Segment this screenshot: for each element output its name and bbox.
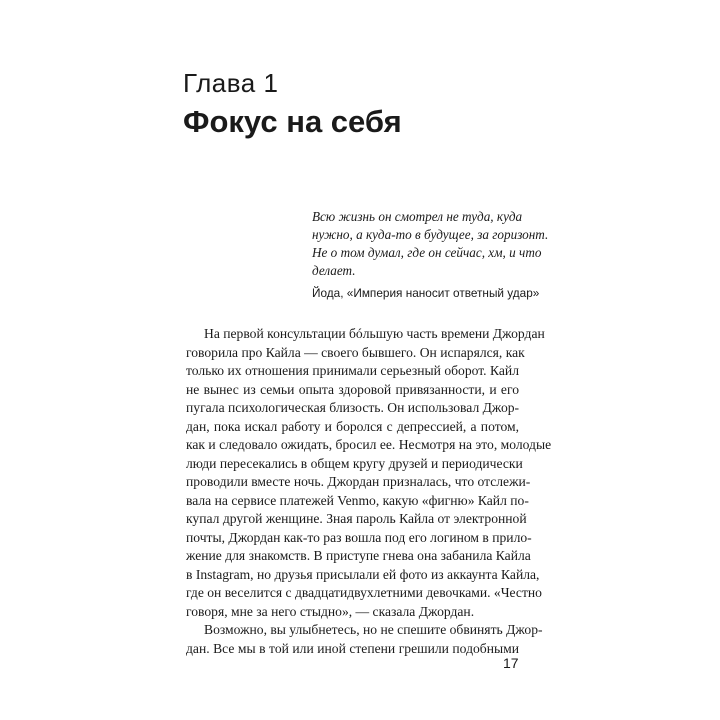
body-line: Возможно, вы улыбнетесь, но не спешите обвинять Джор- xyxy=(204,622,543,637)
epigraph-line: Не о том думал, где он сейчас, хм, и что xyxy=(312,245,542,260)
body-line: проводили вместе ночь. Джордан призналась, что отслежи- xyxy=(186,474,531,489)
epigraph xyxy=(312,208,549,300)
body-line: дан. Все мы в той или иной степени грешили подобными xyxy=(186,640,519,656)
body-line: где он веселится с двадцатидвухлетними девочками. «Честно xyxy=(186,585,542,600)
body-line: говорила про Кайла — своего бывшего. Он испарялся, как xyxy=(186,344,525,360)
chapter-title: Фокус на себя xyxy=(183,104,402,139)
epigraph-line: Всю жизнь он смотрел не туда, куда xyxy=(312,209,523,224)
body-line: в Instagram, но друзья присылали ей фото из аккаунта Кайла, xyxy=(186,566,540,582)
body-line: не вынес из семьи опыта здоровой привязанности, и его xyxy=(186,381,519,397)
body-line: На первой консультации бóльшую часть времени Джордан xyxy=(204,326,545,341)
page-number: 17 xyxy=(503,655,519,671)
body-line: только их отношения принимали серьезный оборот. Кайл xyxy=(186,363,519,378)
epigraph-source: Йода, «Империя наносит ответный удар» xyxy=(312,286,540,300)
epigraph-line: делает. xyxy=(312,263,356,278)
body-line: вала на сервисе платежей Venmo, какую «фигню» Кайл по- xyxy=(186,492,529,508)
body-text xyxy=(186,325,552,658)
body-line: купал другой женщине. Зная пароль Кайла от электронной xyxy=(186,511,527,526)
body-line: жение для знакомств. В приступе гнева она забанила Кайла xyxy=(186,548,531,563)
chapter-label: Глава 1 xyxy=(183,68,279,98)
body-line: пугала психологическая близость. Он использовал Джор- xyxy=(186,400,520,415)
epigraph-line: нужно, а куда-то в будущее, за горизонт. xyxy=(312,227,549,242)
body-line: говоря, мне за него стыдно», — сказала Джордан. xyxy=(186,603,475,619)
body-line: дан, пока искал работу и боролся с депрессией, а потом, xyxy=(186,418,519,434)
body-line: почты, Джордан как-то раз вошла под его логином в прило- xyxy=(186,529,532,545)
body-line: люди пересекались в общем кругу друзей и периодически xyxy=(186,455,523,471)
body-line: как и следовало ожидать, бросил ее. Несмотря на это, молодые xyxy=(186,437,552,452)
